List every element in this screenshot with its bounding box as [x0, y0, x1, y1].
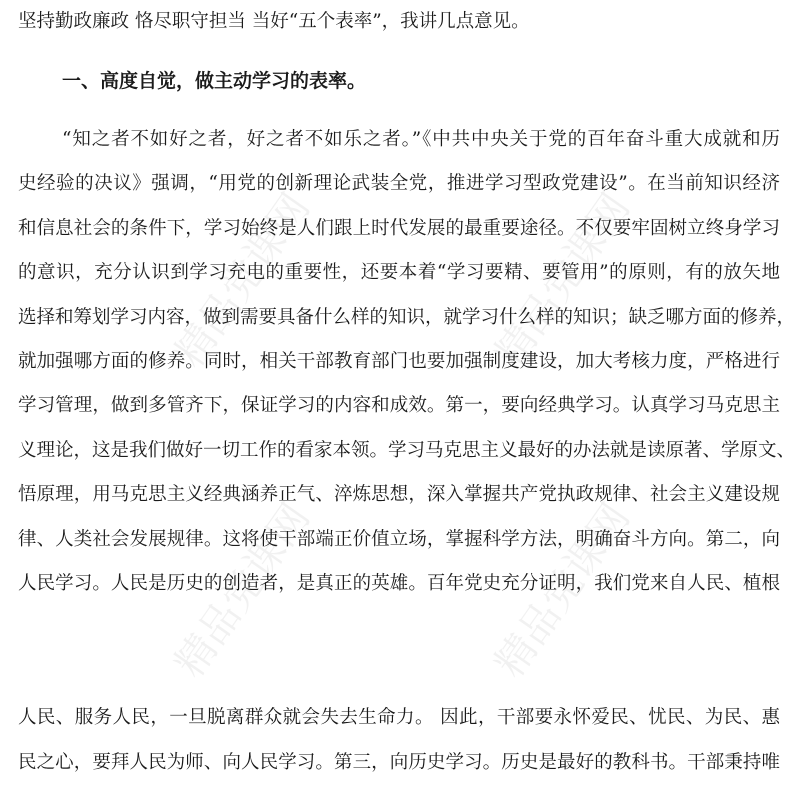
paragraph-line: 就加强哪方面的修养。同时，相关干部教育部门也要加强制度建设，加大考核力度，严格进行 [18, 351, 780, 372]
intro-line: 坚持勤政廉政 恪尽职守担当 当好“五个表率”，我讲几点意见。 [18, 11, 530, 32]
watermark: 精品党课网 [166, 185, 320, 376]
paragraph-line: 悟原理，用马克思主义经典涵养正气、淬炼思想，深入掌握共产党执政规律、社会主义建设规 [18, 484, 780, 505]
watermark: 精品党课网 [486, 185, 640, 376]
paragraph-line: 律、人类社会发展规律。这将使干部端正价值立场，掌握科学方法，明确奋斗方向。第二，向 [18, 529, 780, 550]
paragraph-line: 的意识，充分认识到学习充电的重要性，还要本着“学习要精、要管用”的原则，有的放矢地 [18, 262, 780, 283]
paragraph-line: 人民学习。人民是历史的创造者，是真正的英雄。百年党史充分证明，我们党来自人民、植根 [18, 573, 780, 594]
paragraph-line: “知之者不如好之者，好之者不如乐之者。”《中共中央关于党的百年奋斗重大成就和历 [62, 129, 780, 150]
watermark: 精品党课网 [486, 495, 640, 686]
paragraph-line: 义理论，这是我们做好一切工作的看家本领。学习马克思主义最好的办法就是读原著、学原文、 [18, 440, 796, 461]
paragraph-line: 史经验的决议》强调，“用党的创新理论武装全党，推进学习型政党建设”。在当前知识经济 [18, 173, 780, 194]
paragraph-line: 和信息社会的条件下，学习始终是人们跟上时代发展的最重要途径。不仅要牢固树立终身学习 [18, 218, 780, 239]
section-heading: 一、高度自觉，做主动学习的表率。 [62, 70, 367, 92]
paragraph-line: 选择和筹划学习内容，做到需要具备什么样的知识，就学习什么样的知识；缺乏哪方面的修养， [18, 307, 796, 328]
paragraph-line: 学习管理，做到多管齐下，保证学习的内容和成效。第一，要向经典学习。认真学习马克思主 [18, 395, 780, 416]
paragraph-line: 民之心，要拜人民为师、向人民学习。第三，向历史学习。历史是最好的教科书。干部秉持唯 [18, 752, 780, 773]
paragraph-line: 人民、服务人民，一旦脱离群众就会失去生命力。 因此，干部要永怀爱民、忧民、为民、惠 [18, 707, 780, 728]
watermark: 精品党课网 [166, 495, 320, 686]
